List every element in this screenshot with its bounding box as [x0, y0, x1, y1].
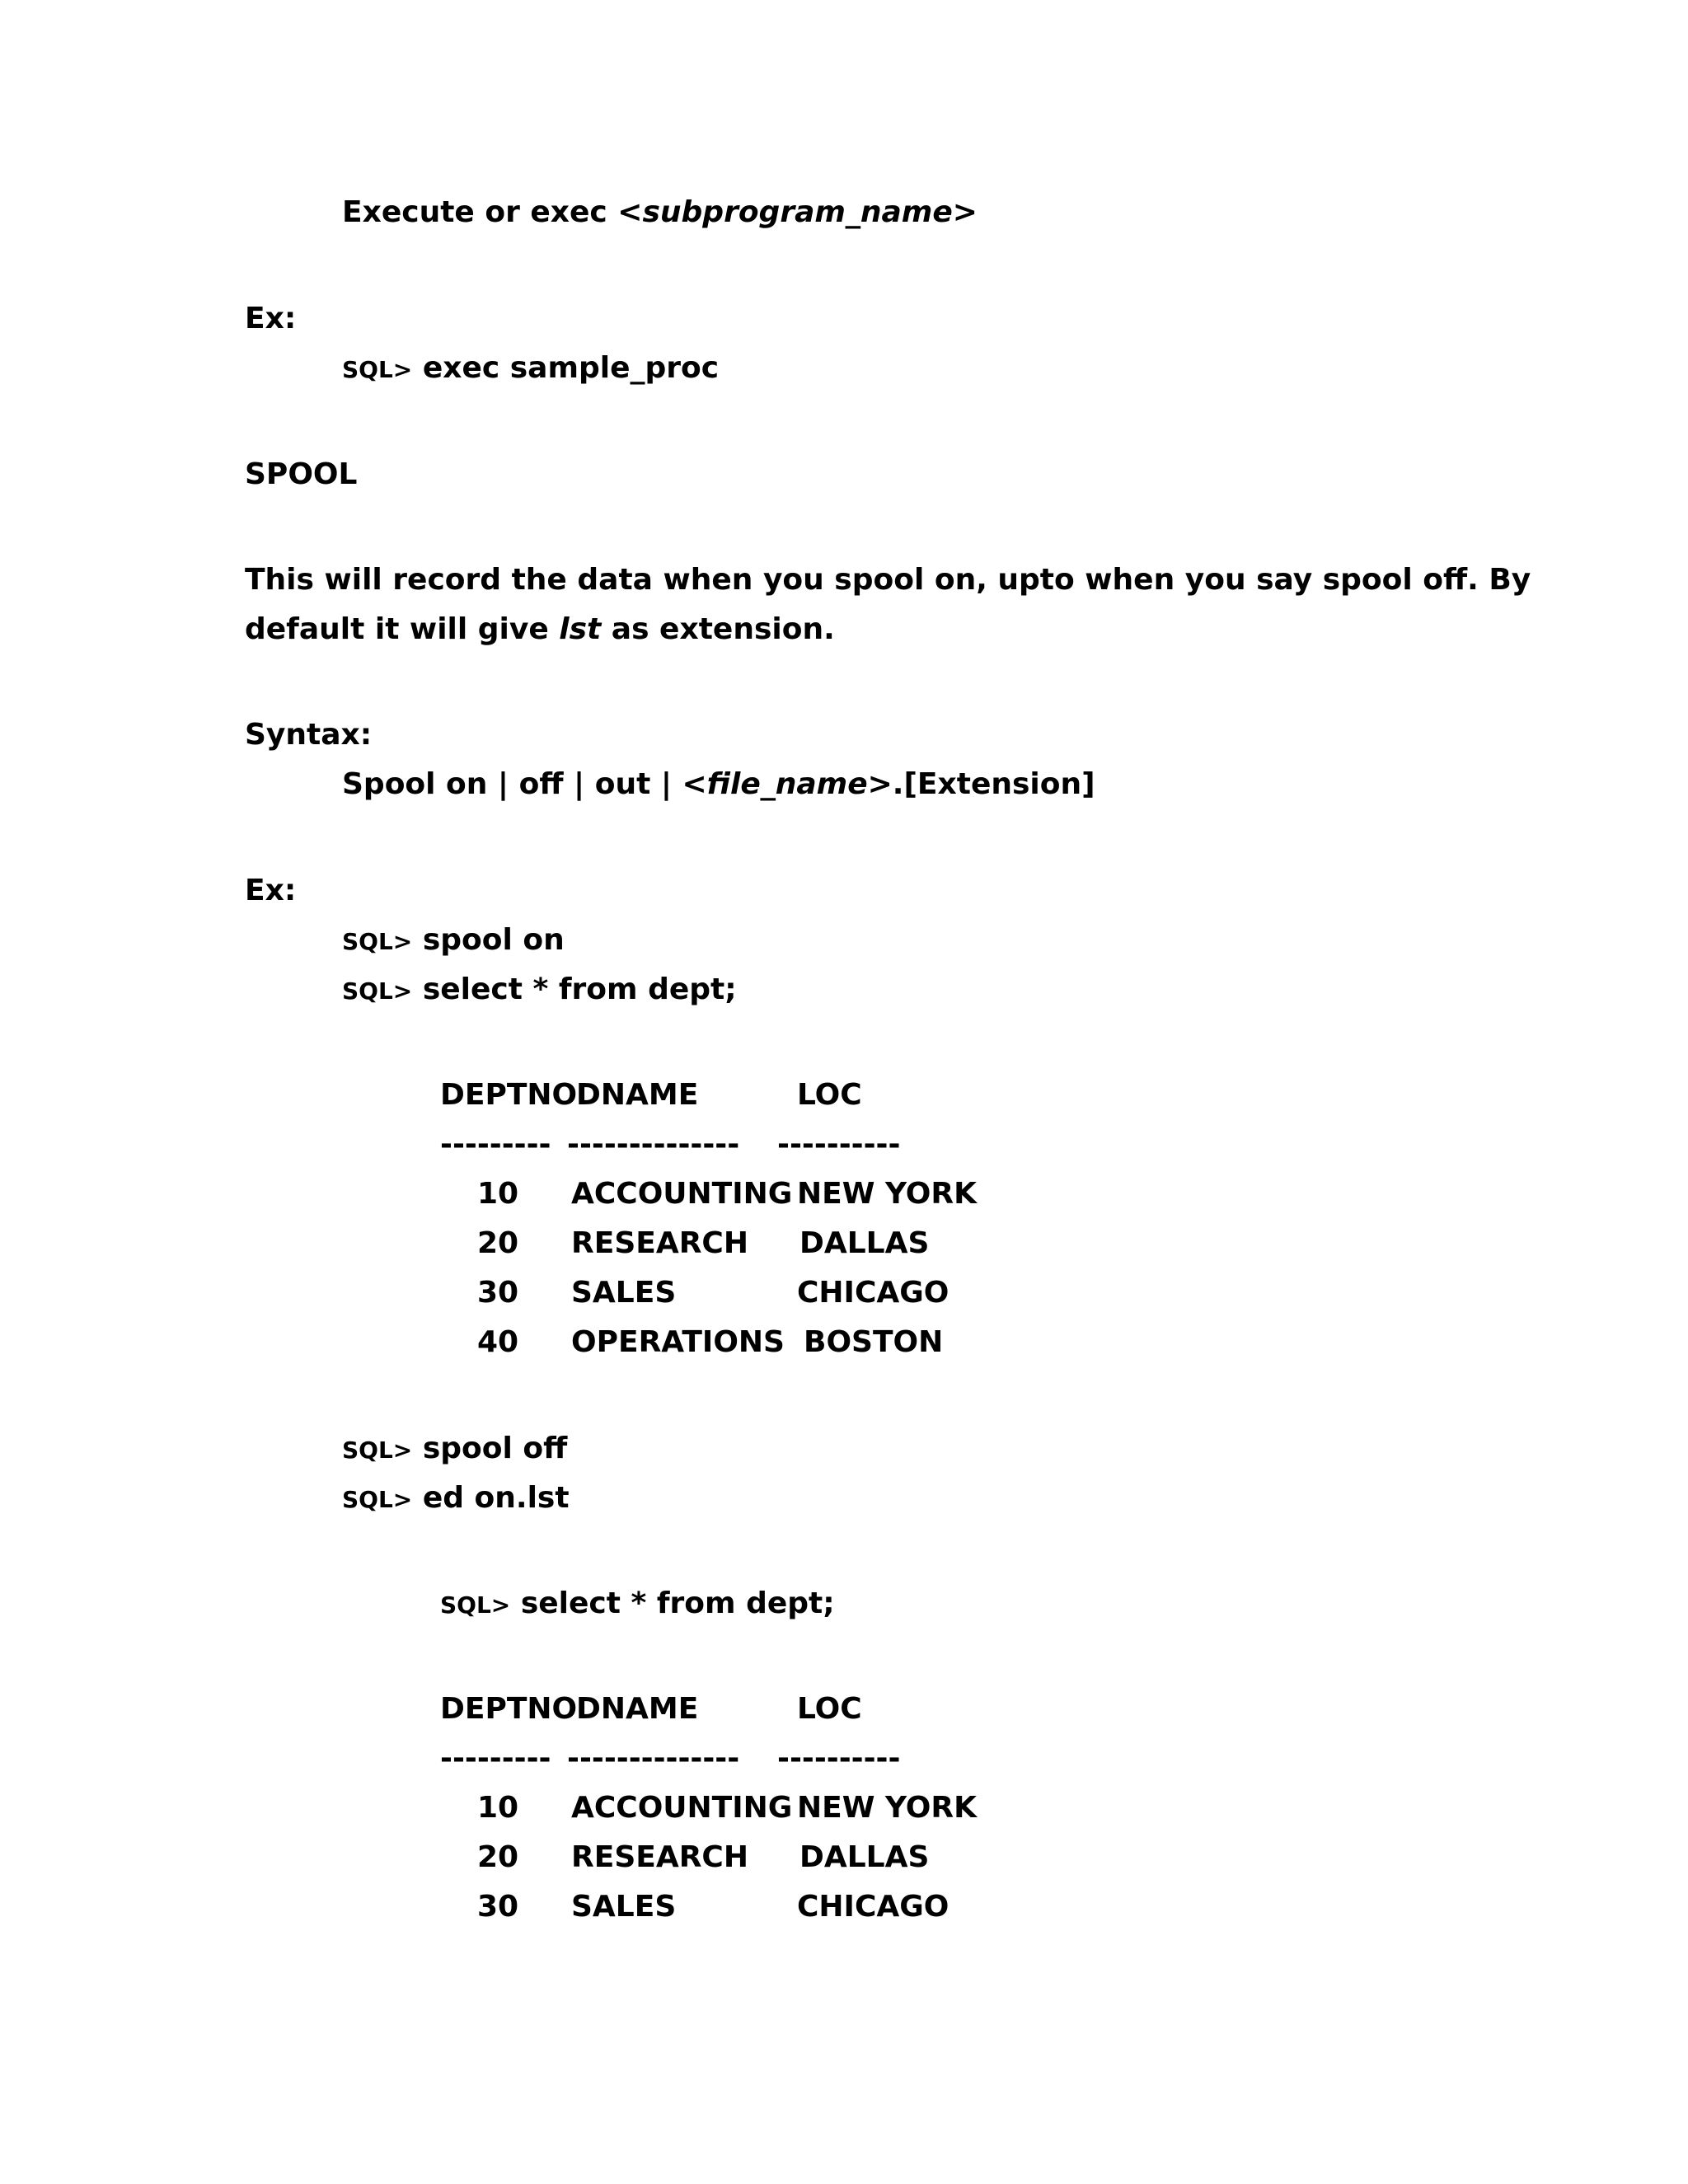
spool-description-line2-prefix: default it will give: [245, 612, 560, 646]
file-content-command: select * from dept;: [520, 1586, 835, 1620]
spool-command-text: spool off: [422, 1432, 568, 1465]
table-dashes: ----------: [777, 1741, 901, 1775]
table-cell-loc: NEW YORK: [797, 1177, 977, 1211]
table-header-loc: LOC: [797, 1692, 862, 1726]
table-dashes: ---------: [440, 1127, 551, 1161]
sql-prompt: SQL>: [342, 356, 413, 383]
table-dashes: --------------: [567, 1127, 740, 1161]
spool-command-text: spool on: [422, 923, 565, 957]
exec-syntax-suffix: >: [952, 195, 978, 229]
sql-prompt: SQL>: [342, 1436, 413, 1464]
exec-syntax-arg: subprogram_name: [642, 195, 953, 229]
spool-syntax-label: Syntax:: [245, 718, 373, 752]
table-cell-deptno: 10: [477, 1791, 519, 1825]
table-cell-deptno: 40: [477, 1325, 519, 1359]
table-cell-loc: DALLAS: [799, 1840, 930, 1874]
table-cell-loc: CHICAGO: [797, 1890, 950, 1924]
spool-command-line: [342, 922, 565, 960]
exec-syntax-prefix: Execute or exec <: [342, 195, 643, 229]
spool-description-line2-suffix: as extension.: [601, 612, 835, 646]
table-dashes: ---------: [440, 1741, 551, 1775]
spool-command-line: [342, 972, 737, 1010]
spool-description-line1: This will record the data when you spool on, upto when you say spool off. By: [245, 563, 1531, 597]
spool-command-line: [342, 1431, 567, 1469]
exec-example-label: Ex:: [245, 302, 297, 335]
table-cell-loc: NEW YORK: [797, 1791, 977, 1825]
table-header-dname: DNAME: [576, 1692, 699, 1726]
table-cell-deptno: 10: [477, 1177, 519, 1211]
table-dashes: ----------: [777, 1127, 901, 1161]
spool-syntax-arg: file_name: [706, 767, 868, 801]
table-cell-dname: ACCOUNTING: [571, 1177, 793, 1211]
table-cell-dname: RESEARCH: [571, 1226, 748, 1260]
spool-syntax-line: [342, 766, 1095, 803]
table-cell-loc: CHICAGO: [797, 1276, 950, 1310]
exec-syntax-line: [342, 194, 978, 231]
sql-prompt: SQL>: [342, 1486, 413, 1513]
table-cell-deptno: 20: [477, 1840, 519, 1874]
table-header-loc: LOC: [797, 1078, 862, 1112]
table-cell-deptno: 30: [477, 1276, 519, 1310]
table-header-deptno: DEPTNO: [440, 1692, 578, 1726]
table-cell-dname: SALES: [571, 1276, 677, 1310]
file-content-command-line: [440, 1586, 835, 1624]
sql-prompt: SQL>: [342, 928, 413, 955]
table-cell-deptno: 20: [477, 1226, 519, 1260]
sql-prompt: SQL>: [440, 1591, 511, 1619]
spool-command-line: [342, 1480, 570, 1518]
spool-syntax-prefix: Spool on | off | out | <: [342, 767, 707, 801]
table-cell-dname: ACCOUNTING: [571, 1791, 793, 1825]
table-cell-dname: SALES: [571, 1890, 677, 1924]
spool-command-text: ed on.lst: [422, 1481, 570, 1515]
table-dashes: --------------: [567, 1741, 740, 1775]
spool-example-label: Ex:: [245, 874, 297, 907]
spool-command-text: select * from dept;: [422, 972, 737, 1006]
spool-syntax-suffix: >.[Extension]: [867, 767, 1095, 801]
table-cell-dname: RESEARCH: [571, 1840, 748, 1874]
sql-prompt: SQL>: [342, 977, 413, 1005]
table-cell-dname: OPERATIONS: [571, 1325, 785, 1359]
exec-example-line: [342, 350, 719, 388]
spool-heading: SPOOL: [245, 457, 358, 491]
spool-description-line2: [245, 612, 835, 648]
table-cell-loc: BOSTON: [804, 1325, 944, 1359]
table-cell-loc: DALLAS: [799, 1226, 930, 1260]
table-header-deptno: DEPTNO: [440, 1078, 578, 1112]
spool-description-ext: lst: [559, 612, 602, 646]
exec-example-command: exec sample_proc: [422, 351, 720, 385]
table-cell-deptno: 30: [477, 1890, 519, 1924]
table-header-dname: DNAME: [576, 1078, 699, 1112]
